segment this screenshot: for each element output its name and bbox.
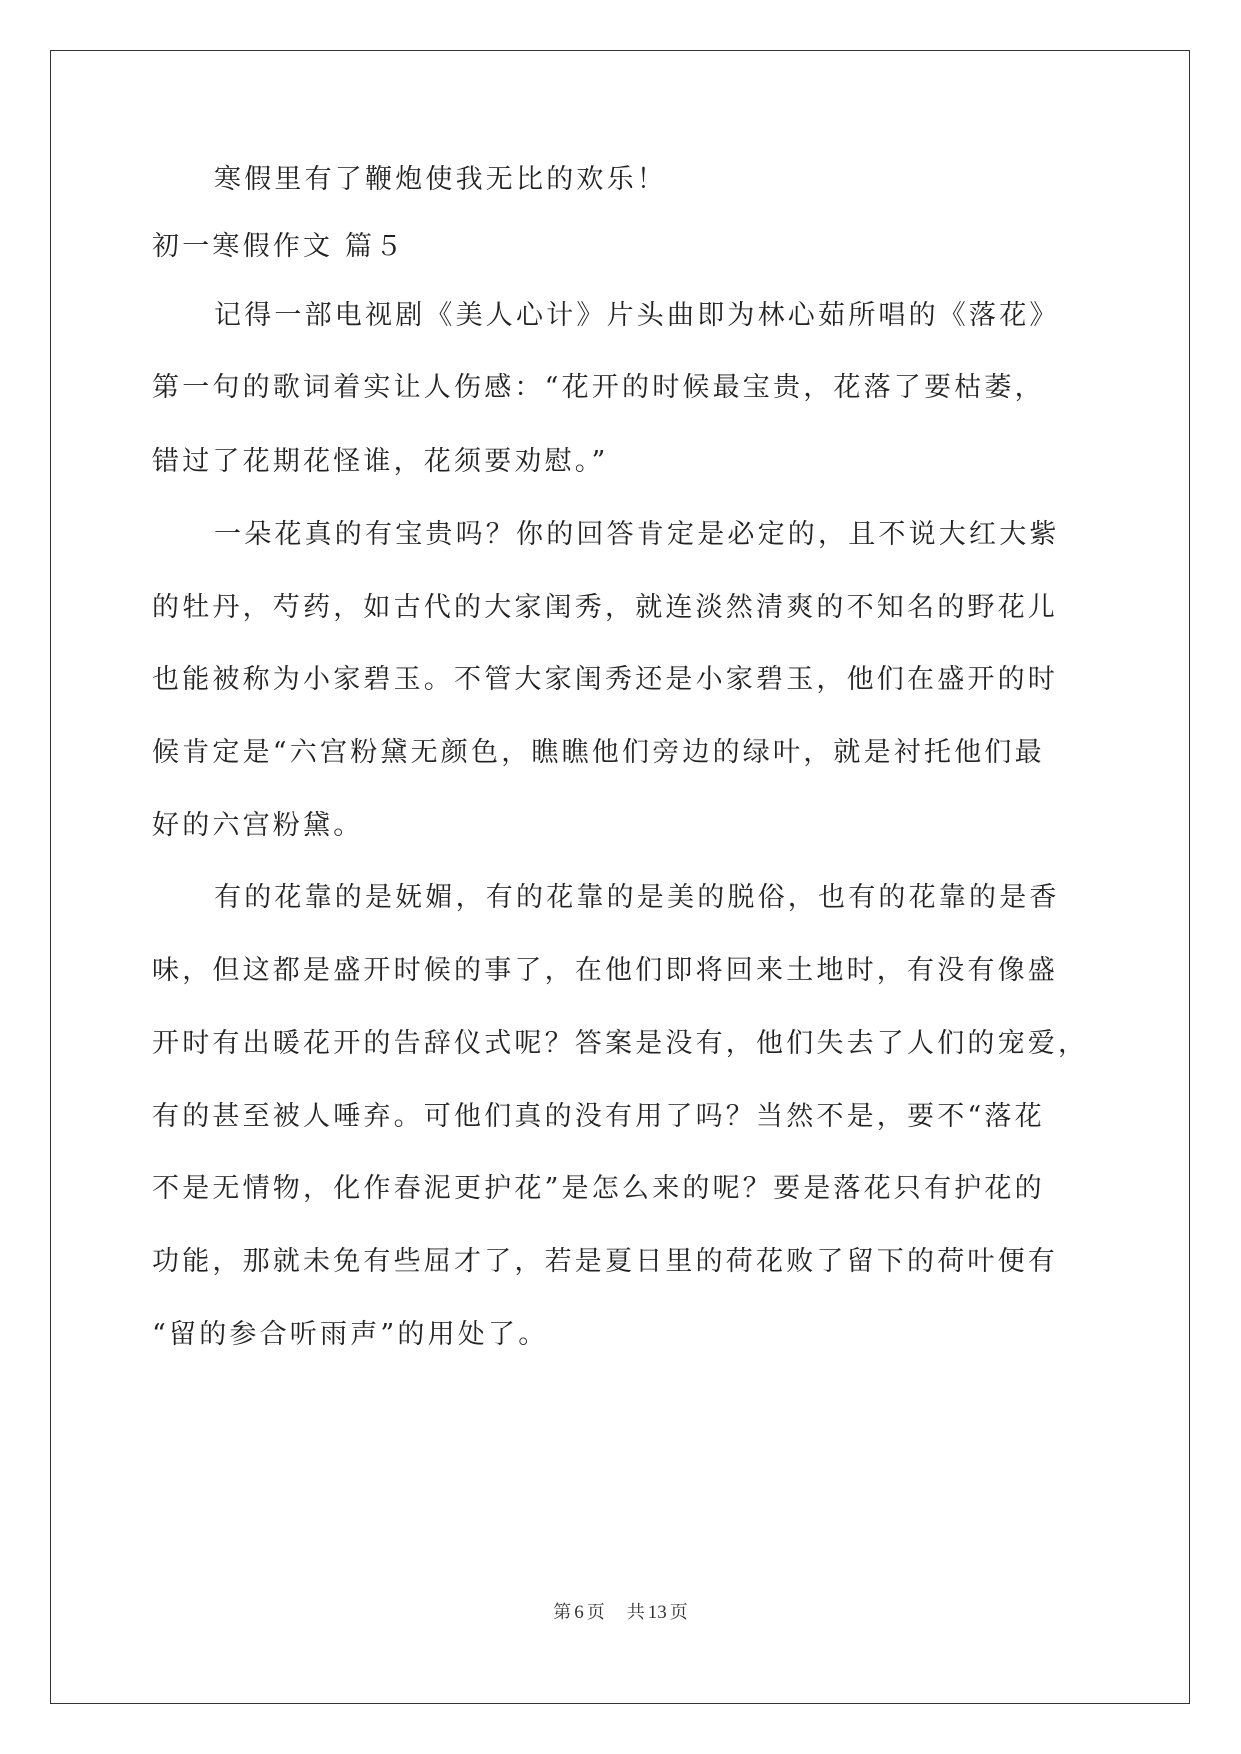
page-footer	[0, 1598, 1241, 1624]
paragraph-line: 记得一部电视剧《美人心计》片头曲即为林心茹所唱的《落花》	[214, 300, 1060, 331]
paragraph-line: 好的六宫粉黛。	[152, 810, 364, 841]
total-pages: 13	[647, 1602, 667, 1623]
paragraph-line: 有的花靠的是妩媚，有的花靠的是美的脱俗，也有的花靠的是香	[214, 882, 1060, 913]
paragraph-line: 第一句的歌词着实让人伤感：“花开的时候最宝贵，花落了要枯萎，	[152, 372, 1045, 403]
paragraph-line: 一朵花真的有宝贵吗？你的回答肯定是必定的，且不说大红大紫	[214, 519, 1060, 550]
paragraph-line: 也能被称为小家碧玉。不管大家闺秀还是小家碧玉，他们在盛开的时	[152, 664, 1058, 695]
section-heading: 初一寒假作文 篇５	[152, 231, 406, 262]
paragraph-line: “留的参合听雨声”的用处了。	[152, 1319, 549, 1350]
total-suffix: 页	[669, 1602, 688, 1623]
page-suffix: 页	[586, 1602, 605, 1623]
paragraph-line: 的牡丹，芍药，如古代的大家闺秀，就连淡然清爽的不知名的野花儿	[152, 592, 1058, 623]
paragraph-line: 味，但这都是盛开时候的事了，在他们即将回来土地时，有没有像盛	[152, 955, 1058, 986]
paragraph-line: 错过了花期花怪谁，花须要劝慰。”	[152, 446, 609, 477]
paragraph-line: 寒假里有了鞭炮使我无比的欢乐！	[214, 164, 667, 195]
paragraph-line: 不是无情物，化作春泥更护花”是怎么来的呢？要是落花只有护花的	[152, 1173, 1045, 1204]
page-prefix: 第	[553, 1602, 572, 1623]
paragraph-line: 开时有出暖花开的告辞仪式呢？答案是没有，他们失去了人们的宠爱，	[152, 1028, 1089, 1059]
paragraph-line: 候肯定是“六宫粉黛无颜色，瞧瞧他们旁边的绿叶，就是衬托他们最	[152, 737, 1045, 768]
total-prefix: 共	[626, 1602, 645, 1623]
paragraph-line: 功能，那就未免有些屈才了，若是夏日里的荷花败了留下的荷叶便有	[152, 1246, 1058, 1277]
page-number: 6	[574, 1602, 584, 1623]
paragraph-line: 有的甚至被人唾弃。可他们真的没有用了吗？当然不是，要不“落花	[152, 1101, 1045, 1132]
